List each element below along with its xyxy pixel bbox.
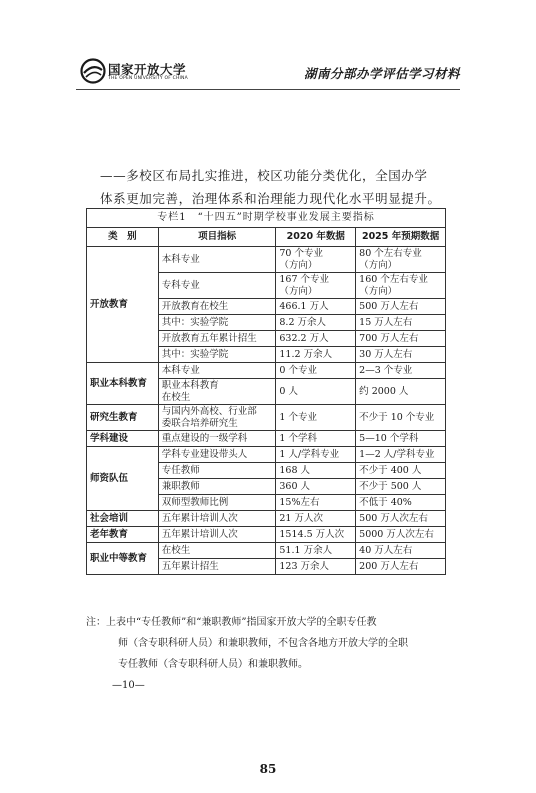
- cell-text-line: 不少于 400 人: [359, 464, 422, 476]
- indicator-cell: [158, 479, 276, 495]
- intro-paragraph: [100, 164, 450, 210]
- inner-page-number: —10—: [112, 680, 145, 691]
- data-2020-cell: [276, 559, 356, 575]
- cell-text-line: 其中：实验学院: [161, 348, 229, 360]
- data-2025-cell: [356, 559, 446, 575]
- intro-line: ——多校区布局扎实推进，校区功能分类优化，全国办学: [100, 168, 428, 183]
- data-2025-cell: [356, 379, 446, 405]
- data-2025-cell: [356, 299, 446, 315]
- data-2025-cell: [356, 347, 446, 363]
- cell-text-line: 30 万人左右: [359, 348, 413, 360]
- cell-text-line: 1 人/学科专业: [279, 448, 340, 460]
- cell-text-line: 1—2 人/学科专业: [359, 448, 435, 460]
- data-2025-cell: [356, 543, 446, 559]
- cell-text-line: 五年累计培训人次: [161, 528, 238, 540]
- indicator-cell: [158, 559, 276, 575]
- cell-text-line: 160 个左右专业: [359, 274, 428, 285]
- data-2025-cell: [356, 363, 446, 379]
- table-row: [87, 405, 446, 431]
- data-2020-cell: [276, 299, 356, 315]
- data-2025-cell: [356, 479, 446, 495]
- cell-text-line: 本科专业: [161, 253, 200, 265]
- column-header: 2020 年数据: [276, 228, 356, 247]
- category-cell: 职业中等教育: [87, 543, 159, 575]
- cell-text-line: 0 个专业: [279, 364, 317, 376]
- table-row: [87, 543, 446, 559]
- cell-text-line: （方向）: [359, 285, 398, 297]
- indicator-cell: [158, 527, 276, 543]
- cell-text-line: 学科专业建设带头人: [161, 448, 248, 460]
- cell-text-line: 在校生: [161, 391, 191, 403]
- running-header-title: 湖南分部办学评估学习材料: [303, 66, 460, 81]
- table-row: [87, 447, 446, 463]
- category-cell: 社会培训: [87, 511, 159, 527]
- indicator-cell: [158, 347, 276, 363]
- cell-text-line: 不低于 40%: [359, 496, 412, 508]
- data-2020-cell: [276, 511, 356, 527]
- cell-text-line: 兼职教师: [161, 480, 200, 492]
- cell-text-line: 200 万人左右: [359, 560, 419, 572]
- cell-text-line: 约 2000 人: [359, 385, 409, 397]
- table-row: [87, 247, 446, 273]
- cell-text-line: 500 万人次左右: [359, 512, 428, 524]
- cell-text-line: 632.2 万人: [279, 332, 329, 344]
- column-header: 类 别: [87, 228, 159, 247]
- cell-text-line: 70 个专业: [279, 248, 323, 259]
- cell-text-line: 专科专业: [161, 279, 200, 291]
- cell-text-line: 5—10 个学科: [359, 432, 419, 444]
- cell-text-line: 重点建设的一级学科: [161, 432, 248, 444]
- indicator-cell: [158, 363, 276, 379]
- note-line: 师（含专职科研人员）和兼职教师，不包含各地方开放大学的全职: [118, 638, 408, 649]
- note-line: 专任教师（含专职科研人员）和兼职教师。: [118, 659, 308, 670]
- indicator-cell: [158, 463, 276, 479]
- cell-text-line: 5000 万人次左右: [359, 528, 434, 540]
- cell-text-line: 167 个专业: [279, 274, 330, 285]
- cell-text-line: 500 万人左右: [359, 300, 419, 312]
- category-cell: 研究生教育: [87, 405, 159, 431]
- indicator-cell: [158, 315, 276, 331]
- column-header: 2025 年预期数据: [356, 228, 446, 247]
- development-indicators-table: [86, 208, 446, 575]
- data-2025-cell: [356, 495, 446, 511]
- cell-text-line: 双师型教师比例: [161, 496, 229, 508]
- indicator-cell: [158, 379, 276, 405]
- category-cell: 职业本科教育: [87, 363, 159, 405]
- note-line: 注：上表中“专任教师”和“兼职教师”指国家开放大学的全职专任教: [86, 617, 377, 628]
- data-2025-cell: [356, 405, 446, 431]
- cell-text-line: 15%左右: [279, 496, 320, 508]
- indicator-cell: [158, 511, 276, 527]
- cell-text-line: 360 人: [279, 480, 311, 492]
- data-2020-cell: [276, 363, 356, 379]
- table-header-row: [87, 228, 446, 247]
- table-row: [87, 527, 446, 543]
- cell-text-line: 不少于 10 个专业: [359, 411, 435, 423]
- category-cell: 老年教育: [87, 527, 159, 543]
- cell-text-line: 11.2 万余人: [279, 348, 333, 360]
- indicator-cell: [158, 431, 276, 447]
- data-2020-cell: [276, 447, 356, 463]
- university-logo-icon: [80, 58, 106, 84]
- data-2020-cell: [276, 479, 356, 495]
- indicator-cell: [158, 543, 276, 559]
- cell-text-line: 职业本科教育: [161, 380, 219, 391]
- table-caption: 专栏1 “十四五”时期学校事业发展主要指标: [87, 209, 446, 228]
- data-2020-cell: [276, 331, 356, 347]
- cell-text-line: 五年累计招生: [161, 560, 219, 572]
- data-2020-cell: [276, 495, 356, 511]
- data-2025-cell: [356, 273, 446, 299]
- cell-text-line: 2—3 个专业: [359, 364, 413, 376]
- cell-text-line: 0 人: [279, 385, 298, 397]
- cell-text-line: 40 万人左右: [359, 544, 413, 556]
- cell-text-line: 专任教师: [161, 464, 200, 476]
- data-2020-cell: [276, 315, 356, 331]
- table-note: [86, 612, 454, 675]
- data-2020-cell: [276, 543, 356, 559]
- data-2020-cell: [276, 347, 356, 363]
- category-cell: 师资队伍: [87, 447, 159, 511]
- indicator-cell: [158, 447, 276, 463]
- table-row: [87, 431, 446, 447]
- data-2025-cell: [356, 315, 446, 331]
- data-2020-cell: [276, 463, 356, 479]
- column-header: 项目指标: [158, 228, 276, 247]
- indicator-cell: [158, 247, 276, 273]
- indicator-cell: [158, 273, 276, 299]
- cell-text-line: 五年累计培训人次: [161, 512, 238, 524]
- cell-text-line: 700 万人左右: [359, 332, 419, 344]
- cell-text-line: 21 万人次: [279, 512, 323, 524]
- data-2025-cell: [356, 331, 446, 347]
- data-2025-cell: [356, 247, 446, 273]
- indicator-cell: [158, 331, 276, 347]
- cell-text-line: 1514.5 万人次: [279, 528, 345, 540]
- cell-text-line: 51.1 万余人: [279, 544, 333, 556]
- cell-text-line: （方向）: [279, 285, 318, 297]
- page-number: 85: [259, 762, 277, 776]
- cell-text-line: （方向）: [359, 259, 398, 271]
- data-2020-cell: [276, 273, 356, 299]
- data-2025-cell: [356, 463, 446, 479]
- cell-text-line: 80 个左右专业: [359, 248, 422, 259]
- logo-english-name: THE OPEN UNIVERSITY OF CHINA: [108, 76, 188, 81]
- cell-text-line: 1 个专业: [279, 411, 317, 423]
- data-2020-cell: [276, 527, 356, 543]
- cell-text-line: 其中：实验学院: [161, 316, 229, 328]
- cell-text-line: 本科专业: [161, 364, 200, 376]
- cell-text-line: （方向）: [279, 259, 318, 271]
- cell-text-line: 在校生: [161, 544, 191, 556]
- indicator-cell: [158, 299, 276, 315]
- category-cell: 学科建设: [87, 431, 159, 447]
- table-body: [87, 247, 446, 575]
- intro-line: 体系更加完善，治理体系和治理能力现代化水平明显提升。: [100, 191, 441, 206]
- cell-text-line: 123 万余人: [279, 560, 330, 572]
- indicator-cell: [158, 405, 276, 431]
- data-2025-cell: [356, 527, 446, 543]
- page-header: [0, 0, 536, 92]
- cell-text-line: 不少于 500 人: [359, 480, 422, 492]
- data-2025-cell: [356, 447, 446, 463]
- data-2020-cell: [276, 405, 356, 431]
- table-row: [87, 363, 446, 379]
- cell-text-line: 开放教育在校生: [161, 300, 229, 312]
- data-2025-cell: [356, 431, 446, 447]
- indicator-cell: [158, 495, 276, 511]
- data-2020-cell: [276, 379, 356, 405]
- cell-text-line: 466.1 万人: [279, 300, 329, 312]
- cell-text-line: 与国内外高校、行业部: [161, 406, 257, 417]
- cell-text-line: 15 万人左右: [359, 316, 413, 328]
- cell-text-line: 开放教育五年累计招生: [161, 332, 257, 344]
- cell-text-line: 1 个学科: [279, 432, 317, 444]
- cell-text-line: 8.2 万余人: [279, 316, 327, 328]
- data-2020-cell: [276, 247, 356, 273]
- cell-text-line: 168 人: [279, 464, 311, 476]
- data-2025-cell: [356, 511, 446, 527]
- logo-chinese-name: 国家开放大学: [108, 62, 187, 77]
- table-row: [87, 511, 446, 527]
- category-cell: 开放教育: [87, 247, 159, 363]
- data-2020-cell: [276, 431, 356, 447]
- cell-text-line: 委联合培养研究生: [161, 417, 238, 429]
- header-divider: [76, 89, 460, 90]
